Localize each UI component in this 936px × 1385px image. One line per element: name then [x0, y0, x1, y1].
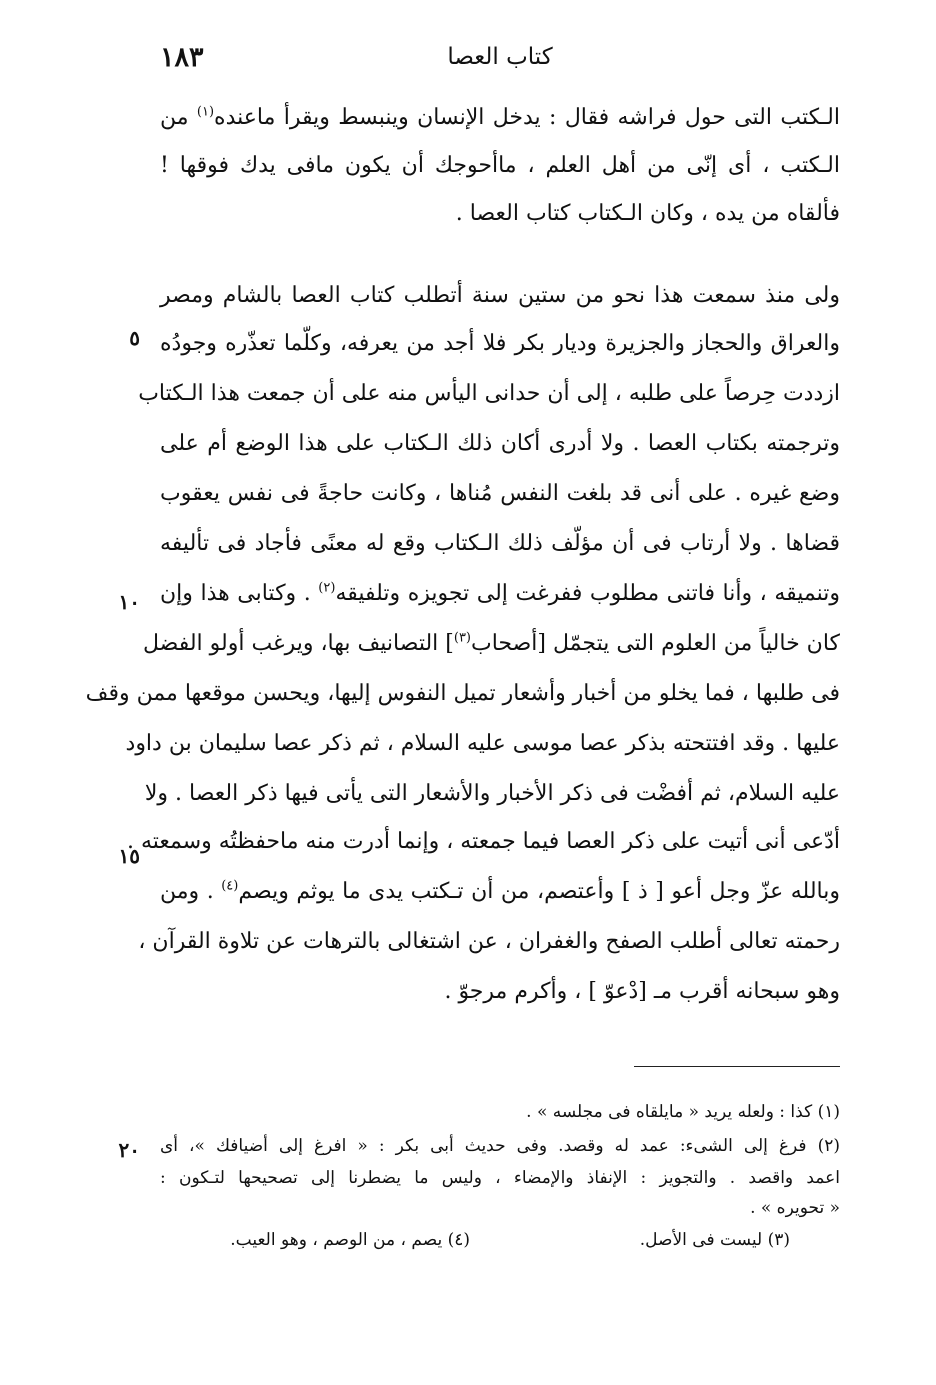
body-line: وضع غيره . على أنى قد بلغت النفس مُناها ، وكانت حاجةً فى نفس يعقوب — [160, 481, 840, 506]
body-line: الـكتب ، أى إنّى من أهل العلم ، ماأحوجك أن يكون مافى يدك فوقها ! — [160, 153, 840, 178]
body-line: أدّعى أنى أتيت على ذكر العصا فيما جمعته ، وإنما أدرت منه ماحفظتُه وسمعته . — [127, 829, 840, 854]
footnote: (١) كذا : ولعله يريد « مايلقاه فى مجلسه » . — [526, 1102, 840, 1122]
page-header — [160, 40, 840, 80]
body-line: وهو سبحانه أقرب مـ [دْعوّ ] ، وأكرم مرجوّ . — [444, 979, 840, 1004]
footnote: « تحويره » . — [750, 1198, 840, 1218]
footnote-separator — [634, 1066, 840, 1067]
body-line: ولى منذ سمعت هذا نحو من ستين سنة أتطلب كتاب العصا بالشام ومصر — [160, 283, 840, 308]
page-number: ١٨٣ — [160, 42, 204, 73]
body-line: عليها . وقد افتتحته بذكر عصا موسى عليه السلام ، ثم ذكر عصا سليمان بن داود — [125, 731, 840, 756]
body-line: قضاها . ولا أرتاب فى أن مؤلّف ذلك الـكتاب وقع له معنًى فأجاد فى تأليفه — [160, 531, 840, 556]
body-line: رحمته تعالى أطلب الصفح والغفران ، عن اشتغالى بالترهات عن تلاوة القرآن ، — [138, 929, 840, 954]
footnote-marker: (٤) — [221, 878, 239, 894]
footnote-marker: (١) — [196, 104, 215, 120]
body-line: وبالله عزّ وجل أعو [ ذ ] وأعتصم، من أن تـكتب يدى ما يوثم ويصم$^{(٤)}$ . ومن — [160, 878, 840, 904]
footnote: (٢) فرغ إلى الشىء: عمد له وقصد. وفى حديث أبى بكر : « افرغ إلى أضيافك »، أى — [160, 1136, 840, 1156]
footnote-marker: (٢) — [318, 580, 336, 596]
body-line: عليه السلام، ثم أفضْت فى ذكر الأخبار والأشعار التى يأتى فيها ذكر العصا . ولا — [144, 781, 840, 806]
footnote: اعمد واقصد . والتجويز : الإنفاذ والإمضاء ، وليس ما يضطرنا إلى تصحيحها لتـكون : — [160, 1168, 840, 1188]
body-line: ازددت حِرصاً على طلبه ، إلى أن حدانى اليأس منه على أن جمعت هذا الـكتاب — [138, 381, 840, 406]
line-number: ٥ — [129, 326, 140, 350]
footnote: (٤) يصم ، من الوصم ، وهو العيب. — [230, 1230, 470, 1250]
line-number: ١٥ — [118, 844, 140, 868]
body-line: وتنميقه ، وأنا فاتنى مطلوب ففرغت إلى تجويزه وتلفيقه$^{(٢)}$ . وكتابى هذا وإن — [160, 580, 840, 606]
body-line: كان خالياً من العلوم التى يتجمّل [أصحاب$^{(٣)}$] التصانيف بها، ويرغب أولو الفضل — [142, 630, 840, 656]
line-number: ١٠ — [118, 590, 140, 614]
body-line: الـكتب التى حول فراشه فقال : يدخل الإنسان وينبسط ويقرأ ماعنده$^{(١)}$ من — [160, 104, 840, 130]
footnote-marker: (٣) — [453, 630, 471, 646]
footnote: (٣) ليست فى الأصل. — [639, 1230, 790, 1250]
body-line: وترجمته بكتاب العصا . ولا أدرى أكان ذلك الـكتاب على هذا الوضع أم على — [160, 431, 840, 456]
body-line: فى طلبها ، فما يخلو من أخبار وأشعار تميل النفوس إليها، ويحسن موقعها ممن وقف — [85, 681, 840, 706]
body-line: والعراق والحجاز والجزيرة وديار بكر فلا أجد من يعرفه، وكلّما تعذّره وجودُه — [160, 331, 840, 356]
body-line: فألقاه من يده ، وكان الـكتاب كتاب العصا . — [455, 201, 840, 226]
running-title: كتاب العصا — [447, 44, 553, 70]
footnote-row — [160, 1226, 840, 1254]
line-number: ٢٠ — [118, 1138, 140, 1162]
